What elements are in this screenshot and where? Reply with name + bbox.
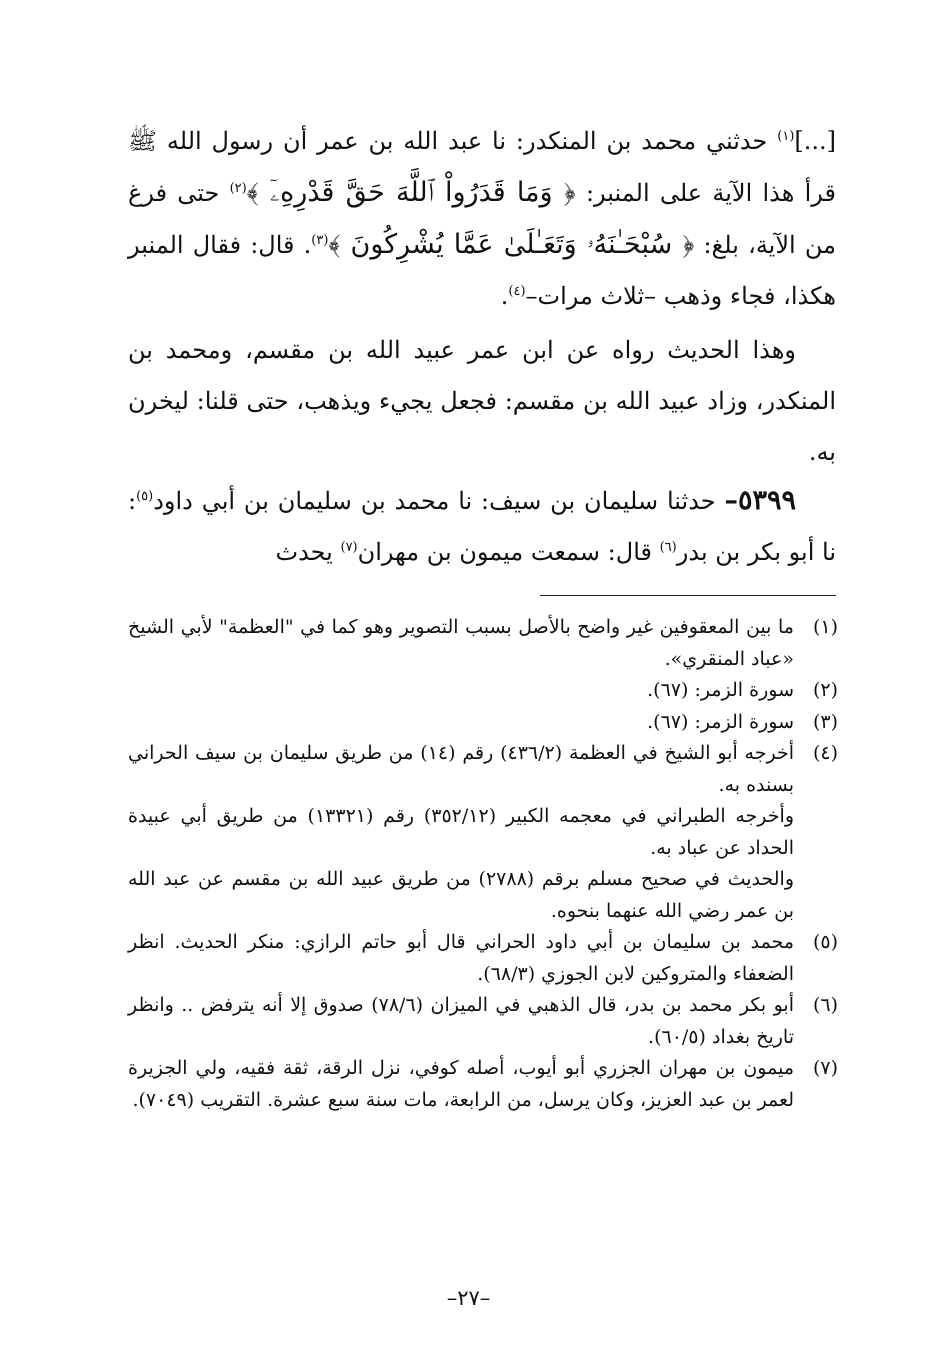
footnote-text: ميمون بن مهران الجزري أبو أيوب، أصله كوفي، نزل الرقة، ثقة فقيه، ولي الجزيرة لعمر بن عبد العزيز، وكان يرسل، من الرابعة، مات سنة سبع عشرة. التقريب (٧٠٤٩). xyxy=(128,1057,794,1111)
footnote-text: ما بين المعقوفين غير واضح بالأصل بسبب التصوير وهو كما في "العظمة" لأبي الشيخ «عباد المنقري». xyxy=(128,616,794,670)
footnote-number: (٦) xyxy=(812,994,838,1016)
footnote-number: (٣) xyxy=(812,710,838,733)
paragraph-1-text-a: حدثني محمد بن المنكدر: نا عبد الله بن عمر أن رسول الله ﷺ قرأ هذا الآية على المنبر: xyxy=(128,127,837,207)
footnote-text: أبو بكر محمد بن بدر، قال الذهبي في الميزان (٧٨/٦) صدوق إلا أنه يترفض .. وانظر تاريخ بغداد (٦٠/٥). xyxy=(128,994,794,1048)
paragraph-1-text-d: . xyxy=(500,282,509,310)
paragraph-3-text-d: يحدث xyxy=(275,538,341,566)
paragraph-hadith-5399 xyxy=(128,475,836,578)
footnote-text: سورة الزمر: (٦٧). xyxy=(647,710,794,733)
footnote-body xyxy=(128,612,794,675)
missing-text-bracket: [...] xyxy=(794,127,837,155)
footnote-number: (٧) xyxy=(812,1057,838,1079)
footnote-text: محمد بن سليمان بن أبي داود الحراني قال أبو حاتم الرازي: منكر الحديث. انظر الضعفاء والمتروكين لابن الجوزي (٦٨/٣). xyxy=(128,931,794,985)
footnote-number: (٤) xyxy=(812,742,838,764)
footnote-text: أخرجه أبو الشيخ في العظمة (٤٣٦/٢) رقم (١٤) من طريق سليمان بن سيف الحراني بسنده به. xyxy=(128,742,794,796)
paragraph-3-text-a: حدثنا سليمان بن سيف: نا محمد بن سليمان بن أبي داود xyxy=(153,487,725,515)
footnote-1 xyxy=(128,612,838,675)
footnote-ref-7: (٧) xyxy=(340,540,358,555)
footnote-ref-4: (٤) xyxy=(508,284,526,299)
footnote-7 xyxy=(128,1053,838,1116)
footnote-ref-3: (٣) xyxy=(311,233,329,248)
footnote-ref-5: (٥) xyxy=(136,489,154,504)
paragraph-hadith-intro xyxy=(128,116,836,322)
footnote-3 xyxy=(128,707,838,739)
paragraph-1-text-b: حتى فرغ من الآية، بلغ: xyxy=(128,179,836,259)
footnote-number: (٢) xyxy=(812,679,838,701)
quran-verse-1: ﴿ وَمَا قَدَرُواْ ٱللَّهَ حَقَّ قَدْرِهِۦٓ ﴾ xyxy=(246,177,576,208)
paragraph-2: وهذا الحديث رواه عن ابن عمر عبيد الله بن مقسم، ومحمد بن المنكدر، وزاد عبيد الله بن مقسم: فجعل يجيء ويذهب، حتى قلنا: ليخرن به. xyxy=(128,336,836,466)
footnote-4 xyxy=(128,738,838,927)
footnote-number: (٥) xyxy=(812,931,838,953)
footnote-ref-1: (١) xyxy=(777,129,795,144)
paragraph-3 xyxy=(128,475,836,578)
footnote-text: والحديث في صحيح مسلم برقم (٢٧٨٨) من طريق عبيد الله بن مقسم عن عبد الله بن عمر رضي الله عنهما بنحوه. xyxy=(128,868,794,922)
quran-verse-2: ﴿ سُبْحَـٰنَهُۥ وَتَعَـٰلَىٰ عَمَّا يُشْرِكُونَ ﴾ xyxy=(328,229,695,260)
footnote-text: وأخرجه الطبراني في معجمه الكبير (٣٥٢/١٢) رقم (١٣٣٢١) من طريق أبي عبيدة الحداد عن عباد به. xyxy=(128,805,794,859)
page-number: –٢٧– xyxy=(446,1286,491,1310)
footnote-2 xyxy=(128,675,838,707)
paragraph-3-text-b: : نا أبو بكر بن بدر xyxy=(128,487,836,566)
paragraph-commentary xyxy=(128,325,836,478)
footnote-text: سورة الزمر: (٦٧). xyxy=(647,679,794,701)
paragraph-1-text-c: . قال: فقال المنبر هكذا، فجاء وذهب –ثلاث مرات– xyxy=(128,231,836,310)
paragraph-1 xyxy=(128,116,836,322)
footnote-body xyxy=(128,707,794,739)
paragraph-3-text-c: قال: سمعت ميمون بن مهران xyxy=(357,538,660,566)
footnotes-section xyxy=(128,612,838,1116)
footnote-body xyxy=(128,738,794,927)
hadith-number: ٥٣٩٩– xyxy=(724,485,796,516)
footnote-ref-2: (٢) xyxy=(229,181,247,196)
footnote-body xyxy=(128,927,794,990)
footnote-divider xyxy=(540,595,836,596)
footnote-6 xyxy=(128,990,838,1053)
footnote-body xyxy=(128,990,794,1053)
footnote-5 xyxy=(128,927,838,990)
footnote-ref-6: (٦) xyxy=(659,540,677,555)
footnote-body xyxy=(128,675,794,707)
footnote-number: (١) xyxy=(812,616,838,638)
footnote-body xyxy=(128,1053,794,1116)
